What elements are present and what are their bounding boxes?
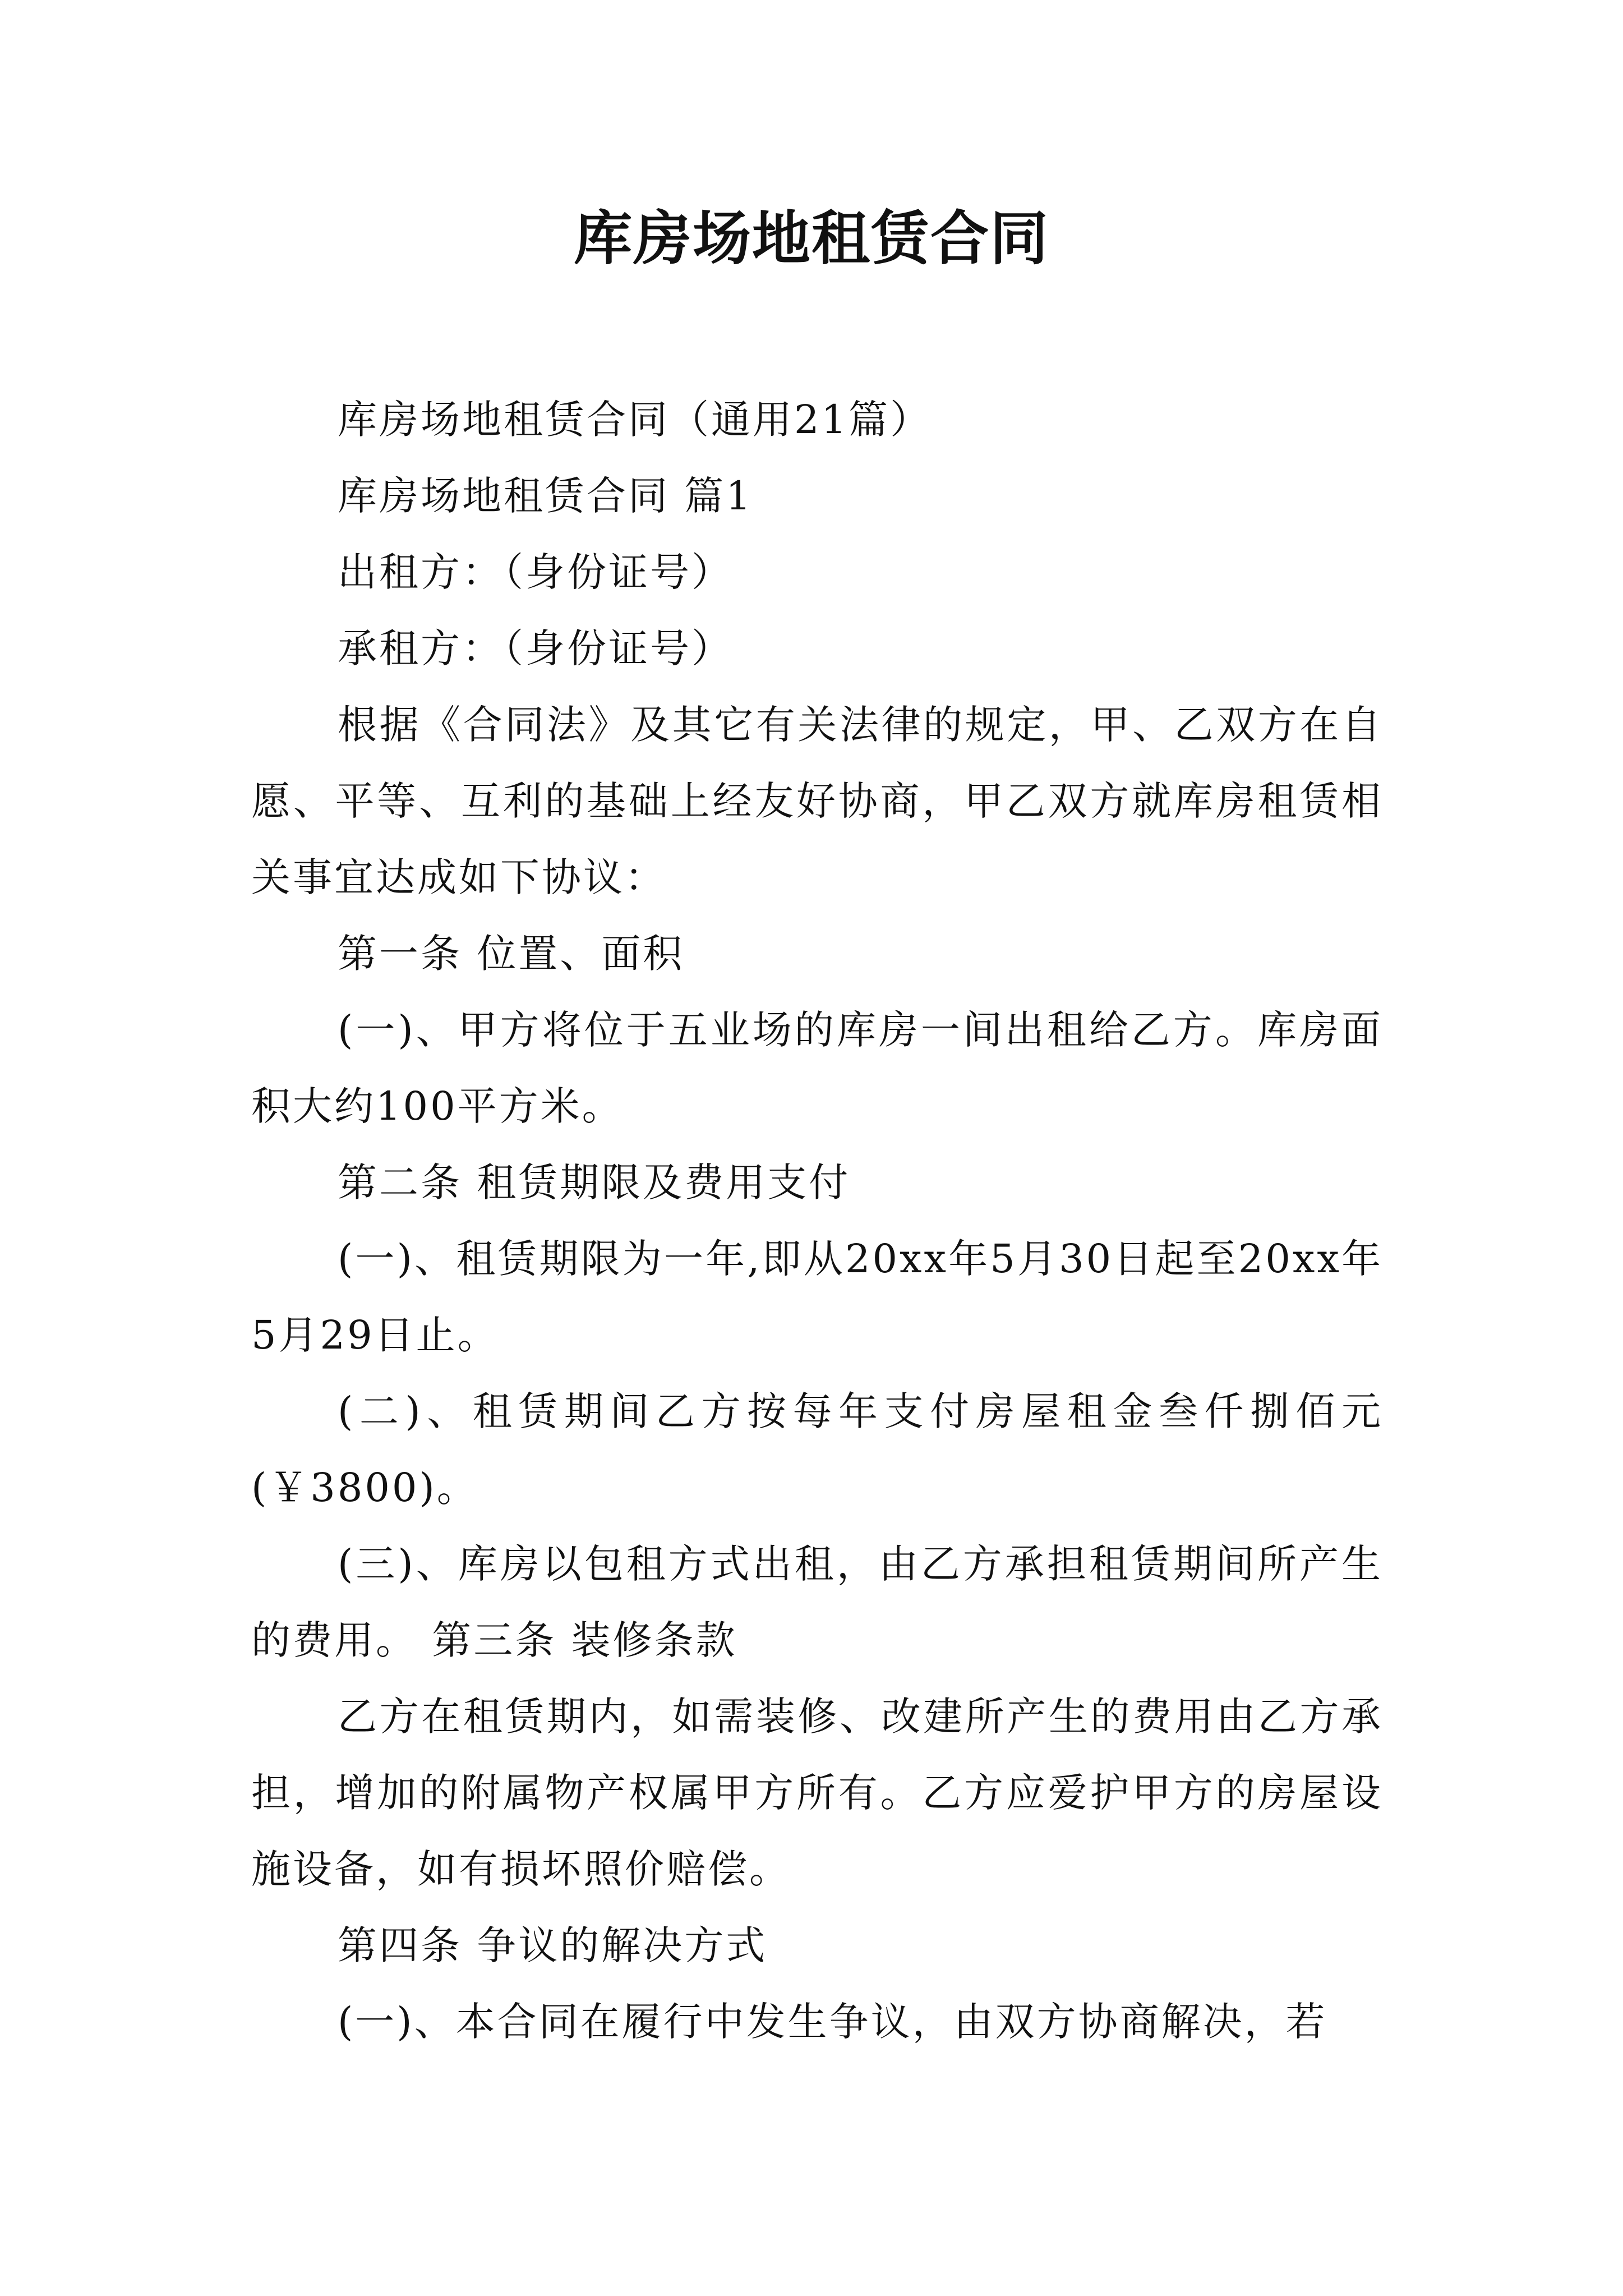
lessee-line: 承租方：（身份证号） xyxy=(338,625,733,671)
subtitle-paragraph: 库房场地租赁合同（通用21篇） xyxy=(338,397,932,443)
document-title: 库房场地租赁合同 xyxy=(573,204,1049,273)
lessor-line: 出租方：（身份证号） xyxy=(338,549,733,595)
article-4-clause-1: (一)、本合同在履行中发生争议，由双方协商解决，若 xyxy=(338,1999,1327,2045)
article-2-heading: 第二条 租赁期限及费用支付 xyxy=(338,1159,851,1205)
article-1-clause-1: (一)、甲方将位于五业场的库房一间出租给乙方。库房面积大约100平方米。 xyxy=(251,1007,1383,1129)
article-2-clause-2: (二)、租赁期间乙方按每年支付房屋租金叁仟捌佰元(￥3800)。 xyxy=(251,1388,1383,1511)
article-2-clause-1: (一)、租赁期限为一年,即从20xx年5月30日起至20xx年5月29日止。 xyxy=(251,1236,1383,1358)
document-body xyxy=(251,381,1383,2060)
article-1-heading: 第一条 位置、面积 xyxy=(338,931,685,977)
preamble-paragraph: 根据《合同法》及其它有关法律的规定，甲、乙双方在自愿、平等、互利的基础上经友好协商，甲乙双方就库房租赁相关事宜达成如下协议： xyxy=(251,702,1383,900)
article-3-paragraph: 乙方在租赁期内，如需装修、改建所产生的费用由乙方承担，增加的附属物产权属甲方所有。乙方应爱护甲方的房屋设施设备，如有损坏照价赔偿。 xyxy=(251,1694,1383,1892)
article-4-heading: 第四条 争议的解决方式 xyxy=(338,1922,768,1968)
section-heading: 库房场地租赁合同 篇1 xyxy=(338,473,753,519)
article-2-clause-3: (三)、库房以包租方式出租，由乙方承担租赁期间所产生的费用。 第三条 装修条款 xyxy=(251,1541,1383,1663)
